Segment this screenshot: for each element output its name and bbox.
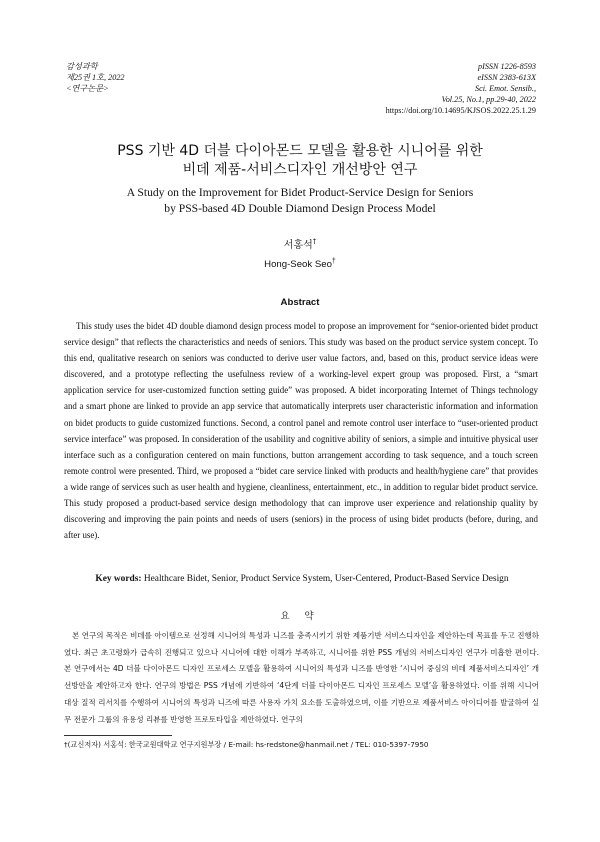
- volume-pages: Vol.25, No.1, pp.29-40, 2022: [441, 95, 536, 104]
- title-english: [0, 185, 600, 217]
- abstract-heading: Abstract: [280, 297, 320, 308]
- abstract-body: This study uses the bidet 4D double diamond design process model to propose an improvement for “senior-oriented bidet product service design” that reflects the characteristics and needs of seniors. This study was based on the product service system concept. To this end, qualitative research on seniors was conducted to derive user value factors, and, based on this, product service ideas were discovered, and a prototype reflecting the usefulness review of a working-level expert group was proposed. First, a “smart application service for user-customized function setting guide” was proposed. A bidet incorporating Internet of Things technology and a smart phone are linked to provide an app service that automatically interprets user characteristic information and information on bidet products to guide customized functions. Second, a control panel and remote control user interface to “user-oriented product service interface” was proposed. In consideration of the usability and cognitive ability of seniors, a simple and intuitive physical user interface such as a configuration centered on main functions, button arrangement according to task sequence, and a touch screen remote control were presented. Third, we proposed a “bidet care service linked with products and health/hygiene care” that provides a wide range of services such as user health and hygiene, cleanliness, entertainment, etc., in addition to regular bidet product service. This study proposed a product-based service design methodology that can improve user experience and relationship quality by discovering and improving the pain points and needs of users (seniors) in the process of using bidet products (before, during, and after use).: [64, 321, 538, 541]
- journal-volume: 제25권 1호, 2022: [66, 73, 125, 82]
- title-english-line-1: A Study on the Improvement for Bidet Product-Service Design for Seniors: [126, 186, 474, 199]
- title-korean-line-1: PSS 기반 4D 더블 다이아몬드 모델을 활용한 시니어를 위한: [117, 143, 483, 159]
- author-korean: [0, 236, 600, 251]
- summary-body: 본 연구의 목적은 비데를 아이템으로 선정해 시니어의 특성과 니즈를 충족시키기 위한 제품기반 서비스디자인을 제안하는데 목표를 두고 진행하였다. 최근 초고령화가 급속히 진행되고 있으나 시니어에 대한 이해가 부족하고, 시니어를 위한 PSS 개념의 서비스디자인 연구가 미흡한 편이다. 본 연구에서는 4D 더블 다이아몬드 디자인 프로세스 모델을 활용하여 시니어의 특성과 니즈를 반영한 ‘시니어 중심의 비데 제품서비스디자인’ 개선방안을 제안하고자 한다. 연구의 방법은 PSS 개념에 기반하여 ‘4단계 더블 다이아몬드 디자인 프로세스 모델’을 활용하였다. 이를 위해 시니어 대상 질적 리서치를 수행하여 시니어의 특성과 니즈에 따른 사용자 가치 요소를 도출하였으며, 이를 기반으로 제품서비스 아이디어를 발굴하여 실무 전문가 그룹의 유용성 리뷰를 반영한 프로토타입을 제안하였다. 연구의: [64, 631, 539, 724]
- footnote-mark: †: [64, 740, 68, 749]
- footnote-divider: [64, 735, 172, 736]
- journal-abbrev: Sci. Emot. Sensib.,: [475, 84, 536, 93]
- footnote: [64, 740, 429, 750]
- doi-link[interactable]: https://doi.org/10.14695/KJSOS.2022.25.1.29: [385, 106, 536, 115]
- author-english: [0, 259, 600, 270]
- journal-name: 감성과학: [66, 62, 98, 71]
- keywords: [64, 574, 540, 584]
- author-english-name: Hong-Seok Seo: [264, 259, 332, 270]
- pissn: pISSN 1226-8593: [478, 62, 536, 71]
- keywords-label: Key words:: [95, 574, 142, 584]
- author-korean-name: 서홍석: [283, 240, 313, 251]
- journal-header-left: [66, 61, 125, 94]
- title-korean-line-2: 비데 제품-서비스디자인 개선방안 연구: [182, 162, 418, 178]
- keywords-list: Healthcare Bidet, Senior, Product Service System, User-Centered, Product-Based Service Design: [143, 574, 509, 584]
- eissn: eISSN 2383-613X: [477, 73, 536, 82]
- title-korean: [0, 142, 600, 180]
- article-type: <연구논문>: [66, 84, 109, 93]
- corresponding-mark: †: [312, 237, 317, 246]
- title-english-line-2: by PSS-based 4D Double Diamond Design Process Model: [164, 202, 436, 215]
- summary-heading: 요 약: [280, 611, 320, 622]
- footnote-text: (교신저자) 서홍석: 한국교원대학교 연구지원부장 / E-mail: hs-redstone@hanmail.net / TEL: 010-5397-7950: [67, 740, 429, 749]
- journal-header-right: [386, 61, 536, 116]
- corresponding-mark: †: [331, 257, 336, 265]
